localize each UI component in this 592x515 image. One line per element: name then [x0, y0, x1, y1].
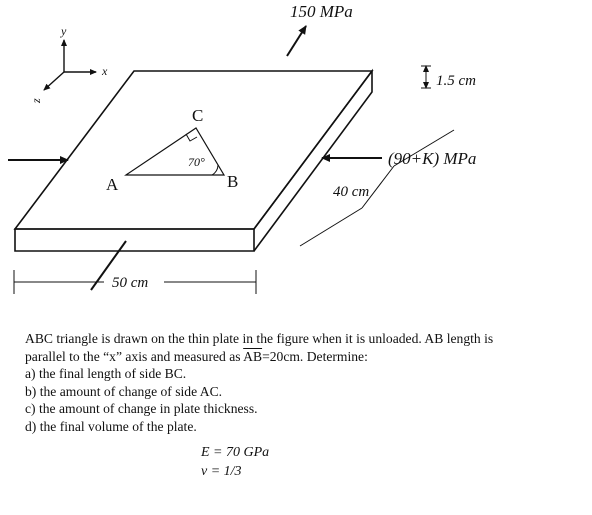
intro-text-a: parallel to the “x” axis and measured as	[25, 348, 244, 364]
angle-arc	[212, 165, 218, 175]
plate-side-face	[254, 71, 372, 251]
z-axis-label: z	[29, 98, 43, 103]
angle-label: 70°	[188, 155, 205, 169]
triangle-abc	[126, 128, 224, 175]
question-d: d) the final volume of the plate.	[25, 418, 197, 434]
depth-label: 40 cm	[333, 184, 370, 200]
poisson-ratio: ν = 1/3	[201, 464, 242, 479]
x-axis-label: x	[102, 64, 108, 78]
thickness-label: 1.5 cm	[436, 73, 476, 89]
vertex-a-label: A	[106, 175, 119, 194]
right-angle-mark	[186, 134, 197, 141]
axis-triad	[29, 24, 108, 104]
y-axis-label: y	[61, 24, 67, 38]
question-b: b) the amount of change of side AC.	[25, 383, 223, 399]
top-stress-label: 150 MPa	[290, 2, 353, 21]
intro-line-1: ABC triangle is drawn on the thin plate in the figure when it is unloaded. AB length is	[25, 331, 494, 346]
intro-line-2	[25, 348, 575, 366]
depth-dimension	[300, 130, 454, 246]
thickness-dimension	[421, 66, 431, 88]
question-c: c) the amount of change in plate thickness.	[25, 401, 258, 416]
plate-front-face	[15, 229, 254, 251]
intro-text-b: =20cm. Determine:	[262, 348, 368, 364]
question-a: a) the final length of side BC.	[25, 366, 187, 381]
side-stress-label: (90+K) MPa	[388, 149, 477, 168]
top-stress-arrow	[287, 26, 306, 56]
vertex-b-label: B	[227, 172, 239, 191]
vertex-c-label: C	[192, 106, 204, 125]
ab-segment: $\overline{AB}$	[243, 348, 263, 364]
width-label: 50 cm	[112, 275, 149, 291]
plate-top-face	[15, 71, 372, 229]
problem-statement	[25, 330, 575, 435]
material-constants	[201, 443, 269, 481]
elastic-modulus: E = 70 GPa	[201, 445, 270, 460]
